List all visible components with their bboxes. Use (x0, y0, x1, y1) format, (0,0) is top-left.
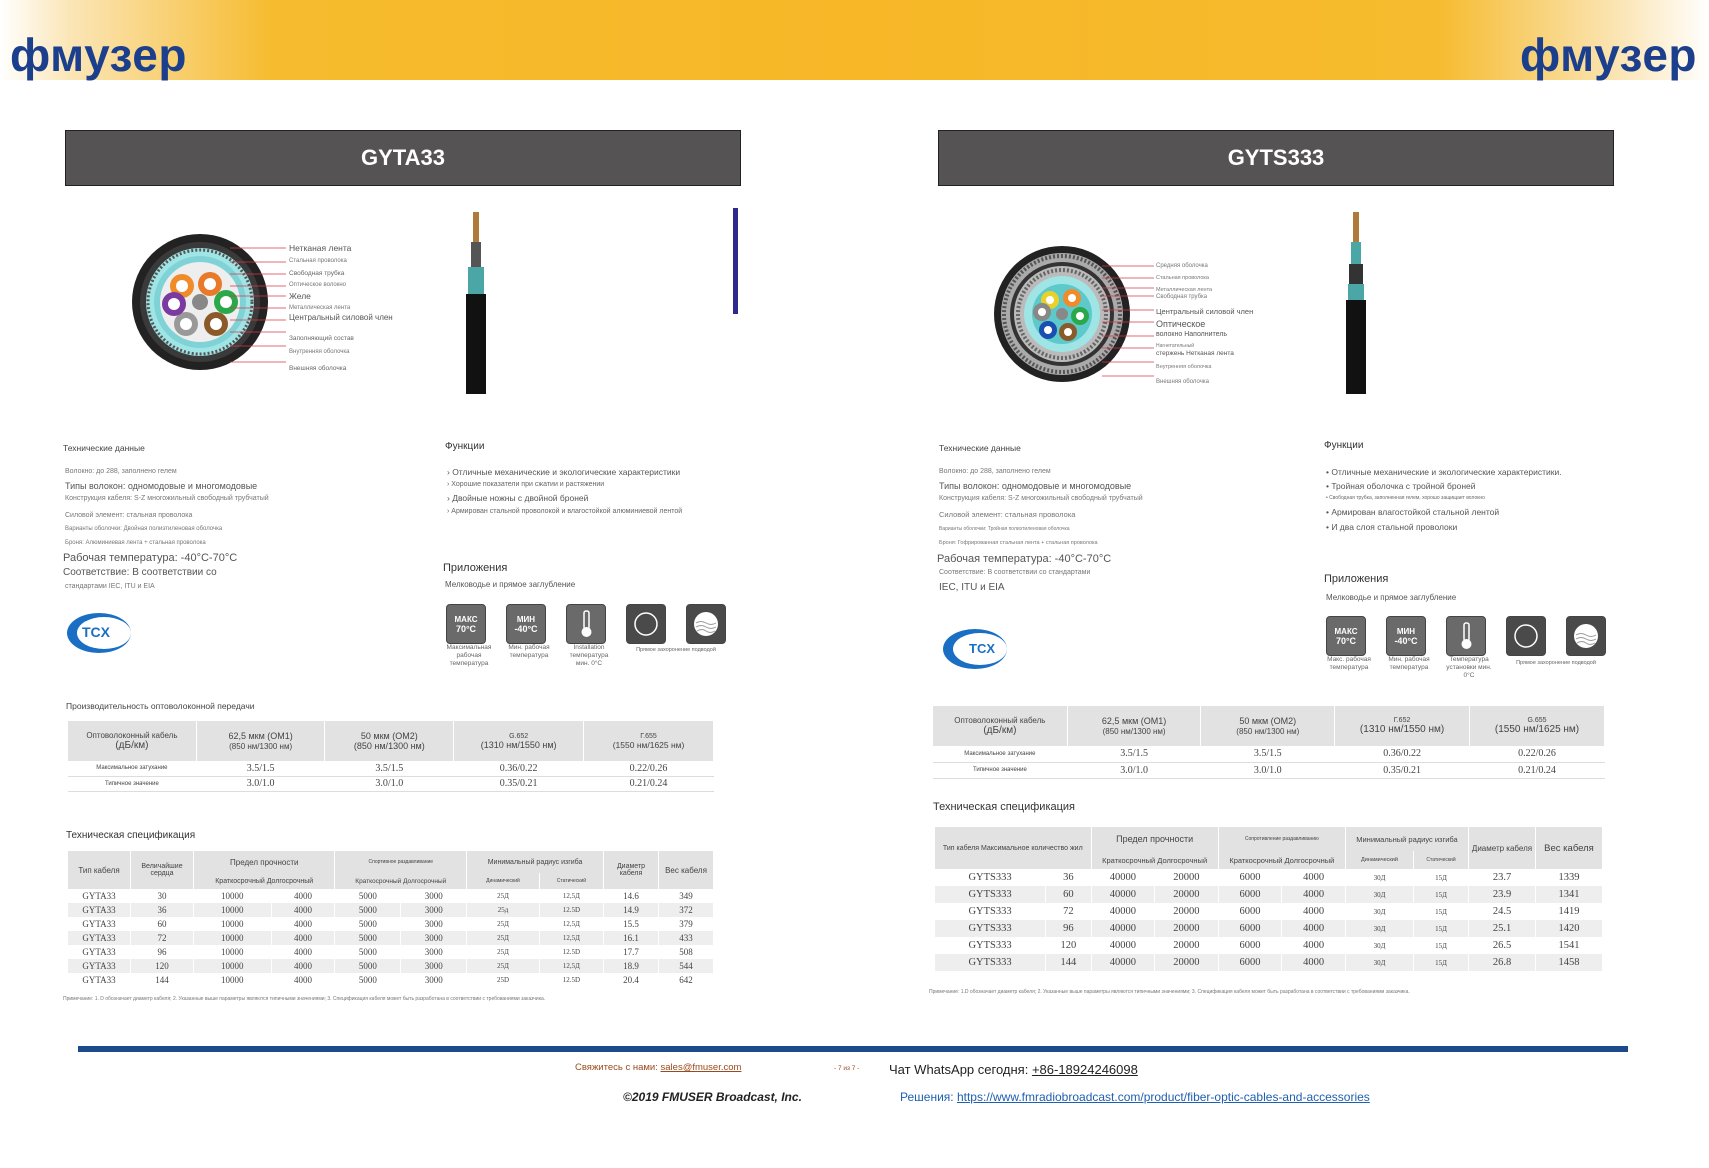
contact-label: Свяжитесь с нами: (575, 1062, 658, 1073)
spec-cell: 20000 (1155, 903, 1219, 920)
diagram-label: Внутренняя оболочка (1156, 364, 1212, 370)
spec-cell: 4000 (271, 973, 335, 987)
water-waves-icon (1566, 616, 1606, 656)
spec-cell: 36 (131, 903, 194, 917)
spec-cell: 40000 (1091, 869, 1155, 886)
applications-subheading: Мелководье и прямое заглубление (1326, 593, 1457, 602)
spec-cell: 25Д (467, 959, 540, 973)
spec-cell: 15Д (1414, 954, 1469, 971)
perf-cell: 3.5/1.5 (325, 761, 454, 776)
spec-cell: 3000 (401, 945, 467, 959)
spec-cell: 18.9 (604, 959, 659, 973)
perf-cell: 3.0/1.0 (196, 776, 325, 791)
spec-cell: 5000 (335, 889, 401, 903)
performance-table: Оптоволоконный кабель (дБ/км) 62,5 мкм (OM1) (850 нм/1300 нм) 50 мкм (OM2) (850 нм/1300 нм) Г.652 (1310 нм/1550 нм) G.655 (1550 нм/1625 нм) Максимальное затухание 3.5/1.5 3.5/1.5 0.36/0.22 0.22/0.26 Типичное значение 3.0/1.0 3.0/1.0 0.35/0.21 0.21/0.24 (933, 706, 1605, 779)
spec-cell: 25Д (467, 931, 540, 945)
perf-cell: 3.0/1.0 (1201, 762, 1335, 778)
icon-caption: Installation температура мин. 0°C (569, 644, 609, 667)
spec-cell: 72 (131, 931, 194, 945)
max-temp-item (1326, 616, 1372, 680)
tech-line: Волокно: до 288, заполнено гелем (939, 468, 1051, 475)
right-panel (938, 130, 1614, 186)
perf-cell: 3.5/1.5 (196, 761, 325, 776)
table-row (935, 869, 1603, 886)
diagram-label: Центральный силовой член (1156, 307, 1254, 316)
max-temp-icon: МАКС 70°C (1326, 616, 1366, 656)
spec-cell: GYTA33 (68, 917, 131, 931)
diagram-label: Оптическое волокно (289, 282, 347, 288)
spec-cell: 508 (659, 945, 714, 959)
spec-cell: 23.9 (1469, 886, 1536, 903)
spec-cell: 4000 (271, 931, 335, 945)
circle-icon (1506, 616, 1546, 656)
spec-cell: 26.8 (1469, 954, 1536, 971)
underwater-item (686, 604, 732, 668)
cable-cross-section-diagram (992, 244, 1262, 394)
spec-cell: 4000 (271, 917, 335, 931)
spec-cell: 4000 (1282, 954, 1346, 971)
tech-line: IEC, ITU и EIA (939, 582, 1005, 593)
diagram-label: Желе (289, 291, 311, 301)
spec-cell: 12.5D (539, 903, 603, 917)
spec-cell: GYTA33 (68, 903, 131, 917)
spec-cell: GYTA33 (68, 959, 131, 973)
tcx-logo-text: TCX (82, 624, 110, 640)
tech-line: Варианты оболочки: Двойная полиэтиленовая оболочка (65, 526, 223, 532)
spec-cell: 14.9 (604, 903, 659, 917)
min-temp-icon: МИН -40°C (506, 604, 546, 644)
spec-cell: 1541 (1536, 937, 1603, 954)
spec-cell: GYTS333 (935, 869, 1046, 886)
functions-heading: Функции (445, 441, 485, 452)
underwater-item (1566, 616, 1612, 680)
footer-divider (78, 1046, 1628, 1052)
function-line: • И два слоя стальной проволоки (1326, 522, 1458, 532)
perf-cell: 3.0/1.0 (1067, 762, 1201, 778)
install-temp-item (1446, 616, 1492, 680)
spec-cell: 4000 (271, 945, 335, 959)
email-link[interactable]: sales@fmuser.com (660, 1062, 742, 1073)
table-row (68, 889, 714, 903)
tech-line: Соответствие: В соответствии со стандартами (939, 569, 1091, 576)
table-row (68, 917, 714, 931)
spec-cell: 72 (1046, 903, 1091, 920)
spec-cell: 12.5D (539, 973, 603, 987)
perf-cell: 0.36/0.22 (1335, 746, 1470, 762)
spec-cell: 30Д (1345, 937, 1413, 954)
spec-cell: 3000 (401, 903, 467, 917)
spec-cell: 15Д (1414, 886, 1469, 903)
contact-line (575, 1062, 741, 1073)
tech-line: Конструкция кабеля: S-Z многожильный свободный трубчатый (65, 495, 269, 502)
spec-cell: 26.5 (1469, 937, 1536, 954)
circle-icon (626, 604, 666, 644)
tech-heading: Технические данные (63, 443, 145, 453)
tech-line: Силовой элемент: стальная проволока (939, 510, 1076, 519)
cable-side-view-image (1336, 212, 1376, 394)
spec-cell: 25Д (467, 917, 540, 931)
tech-line: Типы волокон: одномодовые и многомодовые (939, 481, 1132, 491)
diagram-label: Внутренняя оболочка (289, 349, 350, 355)
spec-cell: 12.5D (539, 945, 603, 959)
spec-heading: Техническая спецификация (66, 830, 196, 841)
tech-line: Типы волокон: одномодовые и многомодовые (65, 481, 258, 491)
application-icons (1326, 616, 1612, 680)
tech-line: Рабочая температура: -40°C-70°C (63, 552, 238, 564)
perf-cell: Максимальное затухание (933, 746, 1067, 762)
spec-cell: GYTA33 (68, 973, 131, 987)
solutions-line (900, 1090, 1370, 1104)
diagram-label: Металлическая лента (289, 305, 351, 311)
spec-cell: 5000 (335, 959, 401, 973)
spec-cell: 40000 (1091, 920, 1155, 937)
spec-cell: 10000 (194, 931, 272, 945)
icon-caption: Максимальная рабочая температура (446, 644, 492, 667)
perf-cell: Типичное значение (933, 762, 1067, 778)
table-row (68, 959, 714, 973)
spec-cell: 25д (467, 903, 540, 917)
spec-cell: 5000 (335, 945, 401, 959)
spec-cell: 40000 (1091, 937, 1155, 954)
tech-line: Рабочая температура: -40°C-70°C (937, 553, 1112, 565)
function-line: • Армирован влагостойкой стальной лентой (1326, 507, 1500, 517)
spec-cell: 24.5 (1469, 903, 1536, 920)
spec-cell: GYTS333 (935, 954, 1046, 971)
spec-cell: 5000 (335, 973, 401, 987)
spec-cell: 3000 (401, 931, 467, 945)
spec-cell: 10000 (194, 889, 272, 903)
spec-cell: 15Д (1414, 903, 1469, 920)
spec-cell: 12,5Д (539, 959, 603, 973)
perf-cell: 0.21/0.24 (1470, 762, 1605, 778)
spec-cell: 6000 (1218, 903, 1282, 920)
spec-cell: GYTS333 (935, 903, 1046, 920)
spec-table: Тип кабеля Максимальное количество жил Предел прочности Сопротивление раздавливанию Минимальный радиус изгиба Диаметр кабеля Вес кабеля Краткосрочный Долгосрочный Краткосрочный Долгосрочный Динамический Статический GYTS333 36 40000 20000 6000 4000 30Д 15Д 23.7 1339 GYTS333 60 40000 20000 6000 4000 30Д 15Д 23.9 1341 GYTS333 72 40000 20000 6000 4000 30Д 15Д 24.5 1419 GYTS333 96 40000 20000 6000 4000 30Д 15Д 25.1 1420 GYTS333 120 40000 20000 6000 4000 30Д 15Д 26.5 1541 GYTS333 144 40000 20000 6000 4000 30Д 15Д 26.8 1458 (935, 827, 1603, 971)
icon-caption: Мин. рабочая температура (1388, 656, 1430, 671)
spec-cell: 5000 (335, 903, 401, 917)
tech-line: Броня: Алюминиевая лента + стальная проволока (65, 540, 206, 546)
diagram-label: Центральный силовой член (289, 313, 393, 322)
min-temp-item (1386, 616, 1432, 680)
spec-cell: 3000 (401, 973, 467, 987)
brand-logo-right[interactable]: фмузер (1520, 29, 1697, 81)
spec-cell: 40000 (1091, 954, 1155, 971)
cable-cross-section-diagram (130, 232, 400, 382)
spec-cell: 10000 (194, 973, 272, 987)
spec-cell: GYTA33 (68, 889, 131, 903)
tech-line: Соответствие: В соответствии со (63, 567, 217, 578)
perf-cell: 0.35/0.21 (454, 776, 584, 791)
spec-cell: 144 (131, 973, 194, 987)
spec-cell: 3000 (401, 917, 467, 931)
perf-cell: 3.5/1.5 (1201, 746, 1335, 762)
spec-cell: 30Д (1345, 903, 1413, 920)
spec-cell: GYTS333 (935, 920, 1046, 937)
function-line: › Хорошие показатели при сжатии и растяжении (447, 481, 605, 488)
spec-cell: 4000 (1282, 937, 1346, 954)
spec-cell: 1458 (1536, 954, 1603, 971)
spec-cell: 25Д (467, 889, 540, 903)
applications-subheading: Мелководье и прямое заглубление (445, 580, 576, 589)
spec-cell: 3000 (401, 889, 467, 903)
diagram-label: Оптическое (1156, 319, 1206, 329)
spec-cell: 25Д (467, 945, 540, 959)
install-temp-item (566, 604, 612, 668)
spec-cell: 6000 (1218, 886, 1282, 903)
spec-cell: 4000 (1282, 903, 1346, 920)
circle-item (626, 604, 672, 668)
perf-cell: 0.36/0.22 (454, 761, 584, 776)
function-line: › Двойные ножны с двойной броней (447, 493, 589, 503)
spec-cell: 20000 (1155, 937, 1219, 954)
spec-cell: 1420 (1536, 920, 1603, 937)
spec-cell: 120 (1046, 937, 1091, 954)
diagram-label: Свободная трубка (1156, 294, 1208, 300)
spec-heading: Техническая спецификация (933, 801, 1076, 813)
tech-line: Броня: Гофрированная стальная лента + стальная проволока (939, 540, 1098, 546)
diagram-label: Свободная трубка (289, 270, 345, 277)
tech-line: Силовой элемент: стальная проволока (65, 512, 193, 519)
spec-cell: 10000 (194, 959, 272, 973)
diagram-label: Внешняя оболочка (1156, 379, 1209, 385)
spec-cell: 60 (131, 917, 194, 931)
spec-cell: 4000 (271, 959, 335, 973)
perf-cell: Максимальное затухание (68, 761, 196, 776)
spec-cell: 16.1 (604, 931, 659, 945)
spec-cell: GYTA33 (68, 945, 131, 959)
diagram-label: стержень Нетканая лента (1156, 350, 1234, 357)
spec-cell: 5000 (335, 917, 401, 931)
spec-cell: 6000 (1218, 920, 1282, 937)
spec-cell: 6000 (1218, 954, 1282, 971)
spec-cell: 40000 (1091, 903, 1155, 920)
spec-cell: 1339 (1536, 869, 1603, 886)
min-temp-item (506, 604, 552, 668)
function-line: › Отличные механические и экологические характеристики (447, 467, 681, 477)
spec-cell: 25D (467, 973, 540, 987)
applications-heading: Приложения (443, 562, 508, 574)
icon-caption: Прямое захоронение подводой (636, 647, 716, 653)
table-row (68, 973, 714, 987)
perf-cell: 3.5/1.5 (1067, 746, 1201, 762)
spec-cell: 17.7 (604, 945, 659, 959)
spec-cell: 20000 (1155, 886, 1219, 903)
max-temp-item (446, 604, 492, 668)
whatsapp-line (889, 1062, 1138, 1077)
spec-cell: 60 (1046, 886, 1091, 903)
diagram-label: Нагнетательный (1156, 343, 1195, 349)
table-note: Примечание: 1.D обозначает диаметр кабеля; 2. Указанные выше параметры являются типичными значениями; 3. Спецификация кабеля может быть разработана в соответствии с требованиями заказчика. (929, 989, 1410, 995)
diagram-label: Стальная проволока (1156, 275, 1209, 281)
tcx-logo (66, 612, 132, 659)
diagram-label: Заполняющий состав (289, 335, 354, 342)
applications-heading: Приложения (1324, 573, 1389, 585)
spec-cell: 4000 (1282, 869, 1346, 886)
left-panel (65, 130, 741, 186)
spec-cell: 30 (131, 889, 194, 903)
spec-cell: 349 (659, 889, 714, 903)
perf-cell: 0.21/0.24 (584, 776, 714, 791)
spec-cell: 10000 (194, 917, 272, 931)
spec-cell: 4000 (1282, 886, 1346, 903)
table-row (935, 920, 1603, 937)
spec-cell: 372 (659, 903, 714, 917)
performance-heading: Производительность оптоволоконной передачи (66, 701, 255, 711)
page-number: - 7 из 7 - (834, 1065, 860, 1072)
spec-cell: 433 (659, 931, 714, 945)
tcx-logo-text: TCX (969, 641, 995, 656)
spec-cell: GYTS333 (935, 937, 1046, 954)
icon-caption: Прямое захоронение подводой (1516, 660, 1596, 666)
spec-cell: 25.1 (1469, 920, 1536, 937)
spec-cell: 15Д (1414, 937, 1469, 954)
icon-caption: Макс. рабочая температура (1327, 656, 1371, 671)
perf-cell: 0.22/0.26 (1470, 746, 1605, 762)
tcx-logo (942, 628, 1008, 675)
icon-caption: Температура установки мин. 0°C (1446, 656, 1492, 679)
spec-cell: 20000 (1155, 920, 1219, 937)
header-banner (0, 0, 1709, 80)
tech-line: Конструкция кабеля: S-Z многожильный свободный трубчатый (939, 495, 1143, 502)
function-line: • Тройная оболочка с тройной броней (1326, 481, 1476, 491)
product-title: GYTS333 (938, 130, 1614, 186)
functions-heading: Функции (1324, 440, 1364, 451)
table-row (935, 937, 1603, 954)
function-line: • Свободная трубка, заполненная гелем, хорошо защищает волокно (1326, 495, 1485, 501)
application-icons (446, 604, 732, 668)
spec-cell: 20000 (1155, 869, 1219, 886)
thermometer-icon (1446, 616, 1486, 656)
cable-side-view-image (456, 212, 496, 394)
spec-cell: 15Д (1414, 920, 1469, 937)
spec-cell: 12,5Д (539, 889, 603, 903)
tech-heading: Технические данные (939, 443, 1021, 453)
water-waves-icon (686, 604, 726, 644)
perf-cell: 0.35/0.21 (1335, 762, 1470, 778)
function-line: • Отличные механические и экологические характеристики. (1326, 467, 1562, 477)
spec-cell: 120 (131, 959, 194, 973)
spec-cell: 14.6 (604, 889, 659, 903)
spec-cell: 10000 (194, 903, 272, 917)
circle-item (1506, 616, 1552, 680)
spec-cell: 12,5Д (539, 917, 603, 931)
diagram-label: волокно Наполнитель (1156, 331, 1228, 338)
product-title: GYTA33 (65, 130, 741, 186)
spec-cell: 379 (659, 917, 714, 931)
table-note: Примечание: 1. D обозначает диаметр кабеля; 2. Указанные выше параметры являются типичными значениями; 3. Спецификация кабеля может быть разработана в соответствии с требованиями заказчика. (63, 996, 546, 1002)
spec-cell: GYTS333 (935, 886, 1046, 903)
function-line: › Армирован стальной проволокой и влагостойкой алюминиевой лентой (447, 508, 683, 515)
decorative-bar (733, 208, 738, 314)
spec-cell: 12,5Д (539, 931, 603, 945)
solutions-url-link[interactable]: https://www.fmradiobroadcast.com/product/fiber-optic-cables-and-accessories (956, 1090, 1370, 1104)
perf-cell: Типичное значение (68, 776, 196, 791)
spec-cell: 20.4 (604, 973, 659, 987)
spec-cell: 20000 (1155, 954, 1219, 971)
diagram-label: Стальная проволока (289, 258, 347, 264)
spec-cell: 3000 (401, 959, 467, 973)
table-row (935, 903, 1603, 920)
spec-cell: 4000 (271, 903, 335, 917)
spec-cell: 144 (1046, 954, 1091, 971)
thermometer-icon (566, 604, 606, 644)
spec-cell: 642 (659, 973, 714, 987)
spec-cell: 1419 (1536, 903, 1603, 920)
spec-cell: 10000 (194, 945, 272, 959)
spec-cell: 15Д (1414, 869, 1469, 886)
spec-cell: 30Д (1345, 869, 1413, 886)
table-row (935, 954, 1603, 971)
spec-cell: 6000 (1218, 869, 1282, 886)
min-temp-icon: МИН -40°C (1386, 616, 1426, 656)
spec-cell: 30Д (1345, 920, 1413, 937)
perf-cell: 3.0/1.0 (325, 776, 454, 791)
copyright: ©2019 FMUSER Broadcast, Inc. (623, 1090, 802, 1104)
spec-cell: 4000 (1282, 920, 1346, 937)
spec-cell: GYTA33 (68, 931, 131, 945)
tech-line: Волокно: до 288, заполнено гелем (65, 468, 177, 475)
perf-cell: 0.22/0.26 (584, 761, 714, 776)
spec-table: Тип кабеля Величайшие сердца Предел прочности Спортивное раздавливание Минимальный радиус изгиба Диаметр кабеля Вес кабеля Краткосрочный Долгосрочный Краткосрочный Долгосрочный Динамический Статический GYTA33 30 10000 4000 5000 3000 25Д 12,5Д 14.6 349 GYTA33 36 10000 4000 5000 3000 25д 12.5D 14.9 372 GYTA33 60 10000 4000 5000 3000 25Д 12,5Д 15.5 379 GYTA33 72 10000 4000 5000 3000 25Д 12,5Д 16.1 433 GYTA33 96 10000 4000 5000 3000 25Д 12.5D 17.7 508 GYTA33 120 10000 4000 5000 3000 25Д 12,5Д 18.9 544 GYTA33 144 10000 4000 5000 3000 25D 12.5D 20.4 642 (68, 851, 714, 987)
table-row (68, 903, 714, 917)
spec-cell: 23.7 (1469, 869, 1536, 886)
solutions-label: Решения: (900, 1090, 954, 1104)
performance-table: Оптоволоконный кабель (дБ/км) 62,5 мкм (OM1) (850 нм/1300 нм) 50 мкм (OM2) (850 нм/1300 нм) G.652 (1310 нм/1550 нм) Г.655 (1550 нм/1625 нм) Максимальное затухание 3.5/1.5 3.5/1.5 0.36/0.22 0.22/0.26 Типичное значение 3.0/1.0 3.0/1.0 0.35/0.21 0.21/0.24 (68, 721, 714, 792)
spec-cell: 6000 (1218, 937, 1282, 954)
brand-logo-left[interactable]: фмузер (10, 29, 187, 81)
diagram-label: Внешняя оболочка (289, 365, 347, 372)
spec-cell: 30Д (1345, 886, 1413, 903)
table-row (935, 886, 1603, 903)
spec-cell: 5000 (335, 931, 401, 945)
whatsapp-label: Чат WhatsApp сегодня: (889, 1062, 1029, 1077)
spec-cell: 96 (131, 945, 194, 959)
spec-cell: 544 (659, 959, 714, 973)
table-row (68, 931, 714, 945)
diagram-label: Нетканая лента (289, 243, 352, 253)
icon-caption: Мин. рабочая температура (508, 644, 550, 659)
tech-line: Варианты оболочки: Тройная полиэтиленовая оболочка (939, 526, 1070, 532)
diagram-label: Средняя оболочка (1156, 263, 1208, 269)
spec-cell: 40000 (1091, 886, 1155, 903)
table-row (68, 945, 714, 959)
tech-line: стандартами IEC, ITU и EIA (65, 583, 155, 590)
spec-cell: 36 (1046, 869, 1091, 886)
spec-cell: 96 (1046, 920, 1091, 937)
phone-link[interactable]: +86-18924246098 (1031, 1062, 1138, 1077)
max-temp-icon: МАКС 70°C (446, 604, 486, 644)
spec-cell: 4000 (271, 889, 335, 903)
diagram-label: Металлическая лента (1156, 287, 1213, 293)
spec-cell: 15.5 (604, 917, 659, 931)
spec-cell: 1341 (1536, 886, 1603, 903)
spec-cell: 30Д (1345, 954, 1413, 971)
